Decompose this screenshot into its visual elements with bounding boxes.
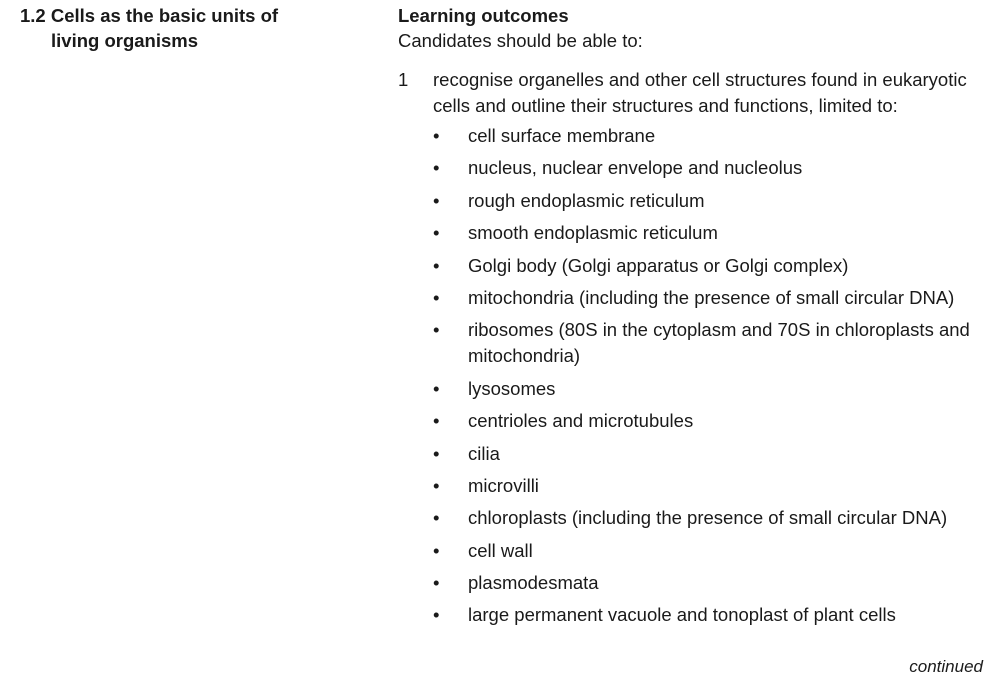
list-item <box>398 441 993 467</box>
list-item-text: cell wall <box>468 539 533 561</box>
list-item <box>398 317 993 369</box>
learning-outcomes <box>398 3 993 635</box>
list-item <box>398 188 993 214</box>
list-item <box>398 505 993 531</box>
list-item <box>398 220 993 246</box>
list-item <box>398 602 993 628</box>
list-item-text: Golgi body (Golgi apparatus or Golgi complex) <box>468 254 849 276</box>
list-item-text: cell surface membrane <box>468 125 656 146</box>
continued-label: continued <box>909 657 983 676</box>
learning-outcomes-intro: Candidates should be able to: <box>398 30 643 51</box>
bullet-icon: • <box>433 377 440 399</box>
bullet-icon: • <box>433 125 440 146</box>
bullet-icon: • <box>433 572 440 594</box>
list-item-text: cilia <box>468 442 500 464</box>
list-item-text: lysosomes <box>468 377 556 399</box>
bullet-icon: • <box>433 604 440 626</box>
list-item <box>398 155 993 181</box>
bullet-icon: • <box>433 157 440 179</box>
list-item-text: nucleus, nuclear envelope and nucleolus <box>468 157 803 179</box>
outcome-item-number: 1 <box>398 69 409 90</box>
bullet-icon: • <box>433 410 440 432</box>
organelle-list <box>398 123 993 628</box>
list-item-text: chloroplasts (including the presence of small circular DNA) <box>468 507 948 529</box>
list-item-text: plasmodesmata <box>468 572 599 594</box>
list-item-text: mitochondria (including the presence of small circular DNA) <box>468 286 955 308</box>
list-item <box>398 570 993 596</box>
outcome-item <box>398 67 993 628</box>
bullet-icon: • <box>433 319 440 341</box>
outcome-item-text: recognise organelles and other cell structures found in eukaryotic cells and outline their structures and functions, limited to: <box>433 69 967 116</box>
list-item-text: microvilli <box>468 474 539 496</box>
list-item <box>398 285 993 311</box>
section-title <box>20 3 350 53</box>
list-item-text: rough endoplasmic reticulum <box>468 189 705 211</box>
list-item <box>398 253 993 279</box>
list-item-text: large permanent vacuole and tonoplast of plant cells <box>468 604 896 626</box>
list-item-text: ribosomes (80S in the cytoplasm and 70S in chloroplasts and mitochondria) <box>468 319 970 367</box>
list-item <box>398 123 993 149</box>
bullet-icon: • <box>433 474 440 496</box>
bullet-icon: • <box>433 189 440 211</box>
list-item <box>398 538 993 564</box>
bullet-icon: • <box>433 254 440 276</box>
list-item-text: smooth endoplasmic reticulum <box>468 222 718 244</box>
section-title-line-2: living organisms <box>51 30 199 51</box>
list-item <box>398 408 993 434</box>
learning-outcomes-heading: Learning outcomes <box>398 5 569 26</box>
bullet-icon: • <box>433 442 440 464</box>
bullet-icon: • <box>433 222 440 244</box>
list-item <box>398 376 993 402</box>
bullet-icon: • <box>433 507 440 529</box>
bullet-icon: • <box>433 286 440 308</box>
section-title-line-1: 1.2 Cells as the basic units of <box>20 5 279 26</box>
list-item <box>398 473 993 499</box>
list-item-text: centrioles and microtubules <box>468 410 694 432</box>
bullet-icon: • <box>433 539 440 561</box>
